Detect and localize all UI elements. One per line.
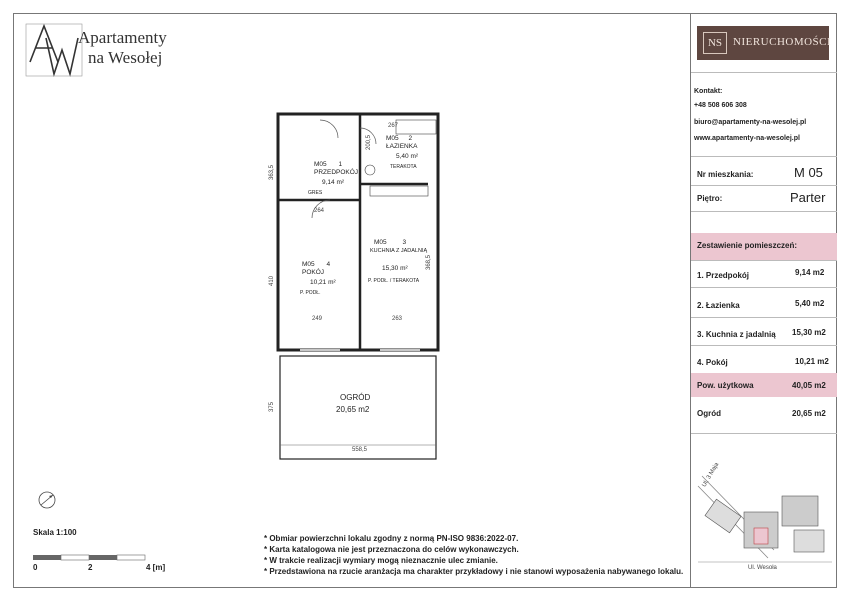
room3-id: M05 3 [374,239,407,246]
dim-3685: 368,5 [426,254,432,270]
divider [691,317,837,318]
map-street-bottom: Ul. Wesoła [748,565,777,571]
scale-label: Skala 1:100 [33,528,77,537]
contact-website: www.apartamenty-na-wesolej.pl [694,135,800,142]
compass-icon [37,489,57,511]
bathtub [396,120,436,134]
room2-area: 5,40 m² [396,153,419,160]
garden-name: OGRÓD [340,393,371,402]
divider [691,211,837,212]
floor-value: Parter [790,190,826,205]
room1-name: PRZEDPOKÓJ [314,169,359,176]
scale-tick-0: 0 [33,563,38,572]
dim-2005: 200,5 [366,134,372,150]
room-row-area: 9,14 m2 [795,268,825,277]
room1-area: 9,14 m² [322,179,345,186]
room3-floor: P. PODŁ. / TERAKOTA [368,278,420,284]
room-row-name: 3. Kuchnia z jadalnią [697,330,776,339]
summary-title: Zestawienie pomieszczeń: [697,241,798,250]
scale-tick-4: 4 [m] [146,563,166,572]
room3-name: KUCHNIA Z JADALNIĄ [370,248,428,254]
scale-bar [33,554,153,562]
contact-label: Kontakt: [694,88,723,95]
garden-value: 20,65 m2 [792,409,826,418]
scale-tick-2: 2 [88,563,93,572]
logo-line1: Apartamenty [78,28,167,47]
room-row-area: 5,40 m2 [795,299,825,308]
brand-banner [697,26,832,60]
note-item: * Przedstawiona na rzucie aranżacja ma charakter przykładowy i nie stanowi wyposażenia nabywanego lokalu. [264,567,684,576]
room-row-name: 2. Łazienka [697,301,740,310]
garden-area: 20,65 m2 [336,405,370,414]
note-item: * Obmiar powierzchni lokalu zgodny z normą PN-ISO 9836:2022-07. [264,534,519,543]
brand-name: NIERUCHOMOŚCI [733,36,832,48]
floor-label: Piętro: [697,194,723,203]
dim-375: 375 [269,401,275,412]
room4-name: POKÓJ [302,269,325,276]
location-map [698,446,832,570]
contact-phone: +48 508 606 308 [694,102,747,109]
dim-558: 558,5 [352,447,368,453]
divider [691,185,837,186]
panel-divider [690,13,691,588]
map-street-top: Ul. 3 Maja [701,461,721,489]
room1-id: M05 1 [314,161,343,168]
dim-249: 249 [312,316,323,322]
garden-label: Ogród [697,409,721,418]
logo-mark [24,22,84,78]
dim-264: 264 [314,208,325,214]
room2-floor: TERAKOTA [390,164,417,170]
room-row-area: 10,21 m2 [795,357,829,366]
room-row-area: 15,30 m2 [792,328,826,337]
unit-number-label: Nr mieszkania: [697,170,754,179]
note-item: * Karta katalogowa nie jest przeznaczona do celów wykonawczych. [264,545,519,554]
total-value: 40,05 m2 [792,381,826,390]
divider [691,433,837,434]
divider [691,156,837,157]
divider [691,345,837,346]
room2-id: M05 2 [386,135,413,142]
room3-area: 15,30 m² [382,265,408,272]
logo-line2: na Wesołej [88,48,163,67]
total-label: Pow. użytkowa [697,381,754,390]
dim-410: 410 [269,275,275,286]
dim-top-bath: 267 [388,123,399,129]
door-swing [320,120,338,138]
brand-badge: NS [703,32,727,54]
room-row-name: 4. Pokój [697,358,728,367]
dim-left: 363,5 [269,164,275,180]
room4-area: 10,21 m² [310,279,336,286]
room1-floor: GRES [308,190,323,196]
kitchen-counter [370,186,428,196]
notes [264,533,683,577]
contact-email: biuro@apartamenty-na-wesolej.pl [694,119,807,126]
note-item: * W trakcie realizacji wymiary mogą nieznacznie ulec zmianie. [264,556,498,565]
room4-id: M05 4 [302,261,331,268]
toilet [365,165,375,175]
divider [691,260,837,261]
divider [691,72,837,73]
divider [691,287,837,288]
dim-263: 263 [392,316,403,322]
room-row-name: 1. Przedpokój [697,271,750,280]
room4-floor: P. PODŁ. [300,290,321,296]
floor-plan [270,100,450,465]
unit-number-value: M 05 [794,165,823,180]
room2-name: ŁAZIENKA [386,143,418,150]
